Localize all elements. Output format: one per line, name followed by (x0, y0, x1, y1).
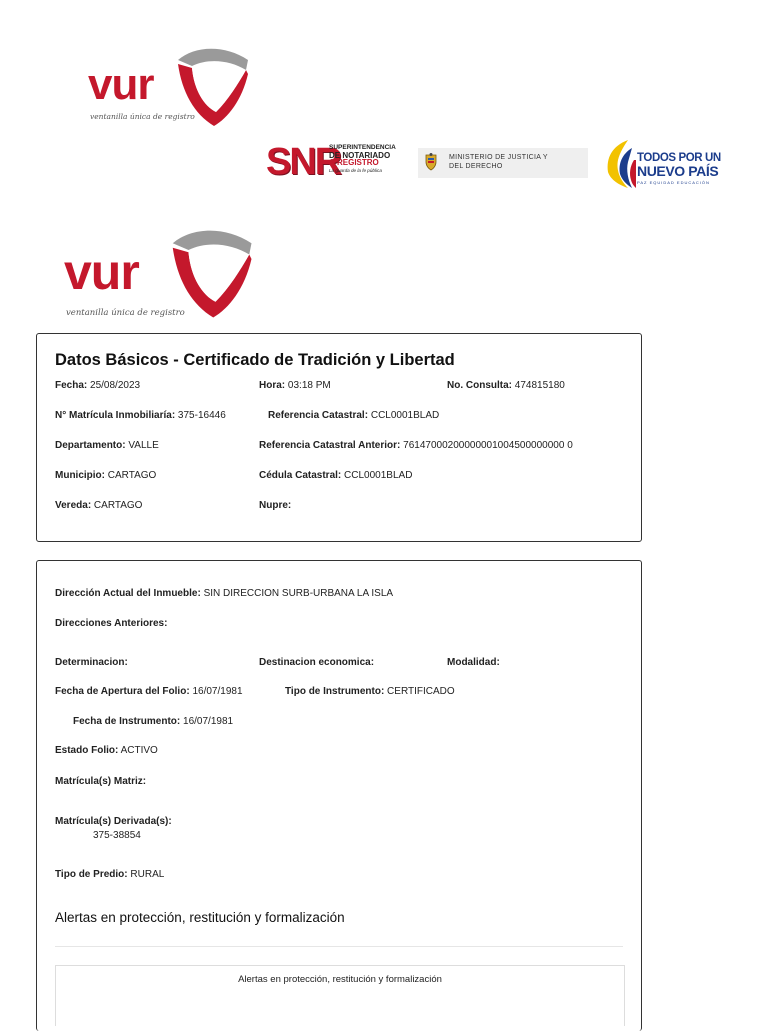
hora-field: Hora: 03:18 PM (259, 380, 331, 391)
vereda-value: CARTAGO (91, 500, 143, 511)
todos-line2: NUEVO PAÍS (637, 163, 719, 179)
derivadas-value: 375-38854 (93, 830, 141, 841)
snr-letters: SNR (266, 141, 341, 183)
property-detail-panel (36, 560, 642, 1031)
tipo-predio-field: Tipo de Predio: RURAL (55, 869, 165, 880)
cedula-label: Cédula Catastral (259, 470, 338, 481)
direccion-label: Dirección Actual del Inmueble (55, 588, 198, 599)
tipo-instr-value: CERTIFICADO (384, 686, 455, 697)
hora-value: 03:18 PM (285, 380, 331, 391)
snr-line1: SUPERINTENDENCIA (329, 144, 396, 151)
todos-por-un-nuevo-pais-logo (602, 138, 722, 190)
refcat-ant-label: Referencia Catastral Anterior (259, 440, 398, 451)
derivadas-label: Matrícula(s) Derivada(s) (55, 816, 169, 827)
snr-line4: La guarda de la fe pública (329, 167, 382, 173)
panel-title: Datos Básicos - Certificado de Tradición y Libertad (55, 351, 455, 369)
fecha-instr-value: 16/07/1981 (180, 716, 234, 727)
determinacion-field: Determinacion: (55, 657, 128, 668)
consulta-label: No. Consulta (447, 380, 509, 391)
vereda-label: Vereda (55, 500, 88, 511)
vur-tagline: ventanilla única de registro (90, 112, 195, 121)
vur-logo-second (64, 225, 259, 325)
destinacion-field: Destinacion economica: (259, 657, 375, 668)
tipo-predio-value: RURAL (127, 869, 165, 880)
section-divider (55, 946, 623, 947)
municipio-value: CARTAGO (105, 470, 157, 481)
destinacion-label: Destinacion economica (259, 657, 371, 668)
snr-logo (266, 140, 406, 184)
matricula-value: 375-16446 (175, 410, 226, 421)
vur-wordmark: vur (64, 244, 139, 300)
refcat-ant-value: 76147000200000001004500000000 0 (400, 440, 573, 451)
modalidad-field: Modalidad: (447, 657, 500, 668)
depto-label: Departamento (55, 440, 123, 451)
alerts-section-title: Alertas en protección, restitución y formalización (55, 910, 345, 925)
minjus-line1: MINISTERIO DE JUSTICIA Y (449, 154, 548, 161)
cedula-value: CCL0001BLAD (341, 470, 413, 481)
fecha-apertura-field: Fecha de Apertura del Folio: 16/07/1981 (55, 686, 243, 697)
direccion-field: Dirección Actual del Inmueble: SIN DIRECCION SURB-URBANA LA ISLA (55, 588, 394, 599)
cedula-catastral-field: Cédula Catastral: CCL0001BLAD (259, 470, 413, 481)
fecha-field: Fecha: 25/08/2023 (55, 380, 141, 391)
direcciones-ant-label: Direcciones Anteriores (55, 618, 165, 629)
refcat-label: Referencia Catastral (268, 410, 365, 421)
basic-data-panel (36, 333, 642, 542)
estado-folio-field: Estado Folio: ACTIVO (55, 745, 158, 756)
municipio-label: Municipio (55, 470, 102, 481)
fecha-label: Fecha (55, 380, 84, 391)
consulta-value: 474815180 (512, 380, 565, 391)
hora-label: Hora (259, 380, 282, 391)
matricula-matriz-field: Matrícula(s) Matriz: (55, 776, 147, 787)
todos-line1: TODOS POR UN (637, 152, 721, 164)
minjusticia-logo (418, 148, 588, 178)
vur-swoosh-icon (166, 225, 256, 320)
snr-subtitle (329, 144, 409, 174)
determinacion-label: Determinacion (55, 657, 125, 668)
fecha-value: 25/08/2023 (87, 380, 141, 391)
refcat-value: CCL0001BLAD (368, 410, 440, 421)
fecha-instrumento-field: Fecha de Instrumento: 16/07/1981 (73, 716, 234, 727)
referencia-catastral-field: Referencia Catastral: CCL0001BLAD (268, 410, 440, 421)
estado-label: Estado Folio (55, 745, 115, 756)
alerts-table-header: Alertas en protección, restitución y formalización (238, 974, 442, 985)
vur-wordmark: vur (88, 60, 154, 109)
flag-swoosh-icon (602, 138, 636, 190)
minjus-line2: DEL DERECHO (449, 162, 503, 170)
apertura-label: Fecha de Apertura del Folio (55, 686, 187, 697)
partner-logos (262, 138, 722, 190)
departamento-field: Departamento: VALLE (55, 440, 159, 451)
modalidad-label: Modalidad (447, 657, 497, 668)
municipio-field: Municipio: CARTAGO (55, 470, 157, 481)
coat-of-arms-icon (424, 153, 438, 171)
vur-tagline: ventanilla única de registro (66, 308, 185, 318)
direccion-value: SIN DIRECCION SURB-URBANA LA ISLA (200, 588, 394, 599)
snr-line3: & REGISTRO (329, 158, 379, 168)
consulta-field: No. Consulta: 474815180 (447, 380, 565, 391)
estado-value: ACTIVO (118, 745, 158, 756)
nupre-label: Nupre (259, 500, 288, 511)
tipo-predio-label: Tipo de Predio (55, 869, 125, 880)
direcciones-anteriores-field: Direcciones Anteriores: (55, 618, 168, 629)
matricula-derivadas-field: Matrícula(s) Derivada(s): (55, 816, 172, 827)
matricula-field: N° Matrícula Inmobiliaría: 375-16446 (55, 410, 226, 421)
todos-line3: PAZ EQUIDAD EDUCACIÓN (637, 180, 710, 185)
snr-line2: DE NOTARIADO (329, 150, 391, 160)
matriz-label: Matrícula(s) Matriz (55, 776, 143, 787)
alerts-table (55, 965, 625, 1026)
tipo-instr-label: Tipo de Instrumento (285, 686, 381, 697)
matricula-label: N° Matrícula Inmobiliaría (55, 410, 172, 421)
depto-value: VALLE (125, 440, 159, 451)
nupre-field: Nupre: (259, 500, 292, 511)
fecha-instr-label: Fecha de Instrumento (73, 716, 177, 727)
referencia-catastral-anterior-field: Referencia Catastral Anterior: 76147000200000001004500000000 0 (259, 440, 573, 451)
vur-logo-top (88, 44, 253, 129)
vereda-field: Vereda: CARTAGO (55, 500, 143, 511)
tipo-instrumento-field: Tipo de Instrumento: CERTIFICADO (285, 686, 455, 697)
apertura-value: 16/07/1981 (189, 686, 243, 697)
